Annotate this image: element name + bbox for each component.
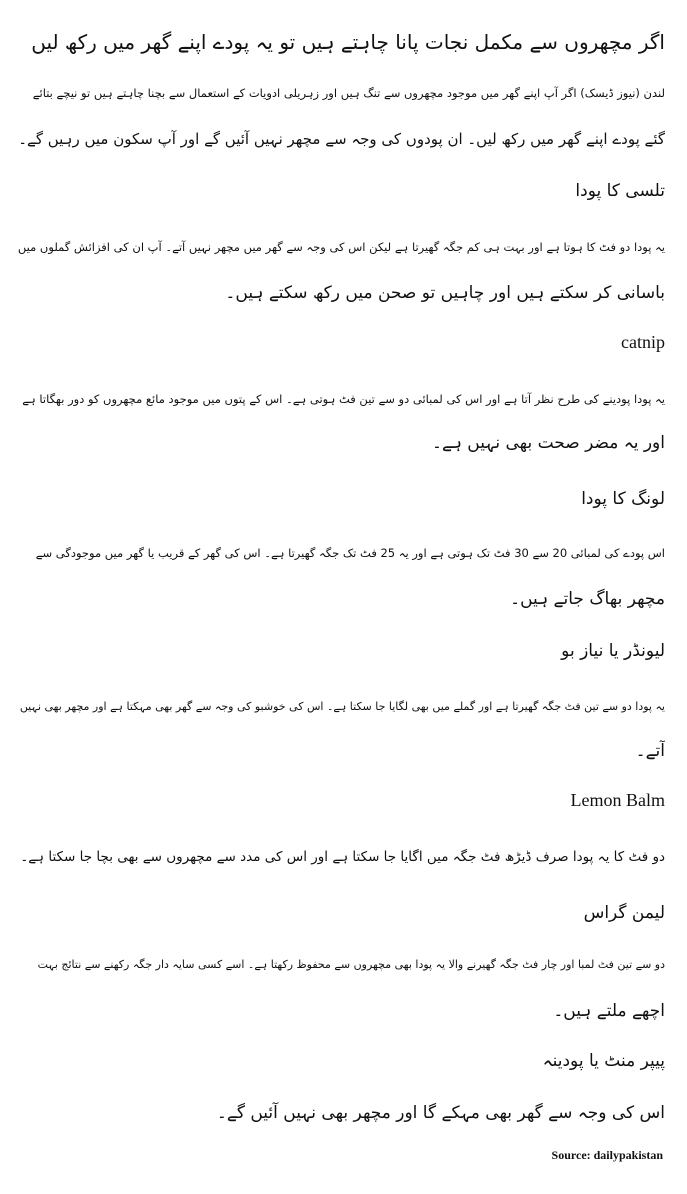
source-credit: Source: dailypakistan [551, 1148, 663, 1162]
section-lemon-balm-line-1: دو فٹ کا یہ پودا صرف ڈیڑھ فٹ جگہ میں اگایا جا سکتا ہے اور اس کی مدد سے مچھروں سے بھی بچا جا سکتا ہے۔ [20, 849, 665, 865]
section-heading-lemongrass: لیمن گراس [583, 903, 665, 923]
section-tulsi-line-2: باسانی کر سکتے ہیں اور چاہیں تو صحن میں رکھ سکتے ہیں۔ [225, 283, 665, 303]
section-lavender-line-1: یہ پودا دو سے تین فٹ جگہ گھیرتا ہے اور گملے میں بھی لگایا جا سکتا ہے۔ اس کی خوشبو کی وجہ سے گھر بھی مہکتا ہے اور مچھر بھی نہیں [19, 700, 665, 713]
section-lemongrass-line-1: دو سے تین فٹ لمبا اور چار فٹ جگہ گھیرنے والا یہ پودا بھی مچھروں سے محفوظ رکھتا ہے۔ اسے کسی سایہ دار جگہ رکھنے سے نتائج بہت [37, 958, 665, 971]
article-title: اگر مچھروں سے مکمل نجات پانا چاہتے ہیں تو یہ پودے اپنے گھر میں رکھ لیں [31, 30, 665, 54]
section-heading-catnip: catnip [621, 332, 665, 352]
intro-line-1: لندن (نیوز ڈیسک) اگر آپ اپنے گھر میں موجود مچھروں سے تنگ ہیں اور زہریلی ادویات کے استعمال سے بچنا چاہتے ہیں تو نیچے بتائے [32, 86, 665, 100]
section-peppermint-line-1: اس کی وجہ سے گھر بھی مہکے گا اور مچھر بھی نہیں آئیں گے۔ [216, 1103, 665, 1123]
section-heading-peppermint: پیپر منٹ یا پودینہ [542, 1051, 665, 1071]
section-lavender-line-2: آتے۔ [635, 741, 665, 761]
section-lemongrass-line-2: اچھے ملتے ہیں۔ [553, 1001, 665, 1021]
section-tulsi-line-1: یہ پودا دو فٹ کا ہوتا ہے اور بہت ہی کم جگہ گھیرتا ہے لیکن اس کی وجہ سے گھر میں مچھر نہیں آتے۔ آپ ان کی افزائش گملوں میں [18, 240, 665, 254]
section-clove-line-1: اس پودے کی لمبائی 20 سے 30 فٹ تک ہوتی ہے اور یہ 25 فٹ تک جگہ گھیرتا ہے۔ اس کی گھر کے قریب یا گھر میں موجودگی سے [35, 546, 665, 560]
section-heading-clove: لونگ کا پودا [581, 489, 665, 509]
section-clove-line-2: مچھر بھاگ جاتے ہیں۔ [510, 589, 665, 609]
section-heading-tulsi: تلسی کا پودا [575, 181, 665, 201]
section-heading-lavender: لیونڈر یا نیاز بو [561, 641, 665, 661]
section-heading-lemon-balm: Lemon Balm [570, 790, 665, 810]
section-catnip-line-1: یہ پودا پودینے کی طرح نظر آتا ہے اور اس کی لمبائی دو سے تین فٹ ہوتی ہے۔ اس کے پتوں میں موجود مائع مچھروں کو دور بھگاتا ہے [22, 392, 665, 406]
section-catnip-line-2: اور یہ مضر صحت بھی نہیں ہے۔ [432, 433, 665, 453]
intro-line-2: گئے پودے اپنے گھر میں رکھ لیں۔ ان پودوں کی وجہ سے مچھر نہیں آئیں گے اور آپ سکون میں رہیں گے۔ [18, 130, 665, 148]
